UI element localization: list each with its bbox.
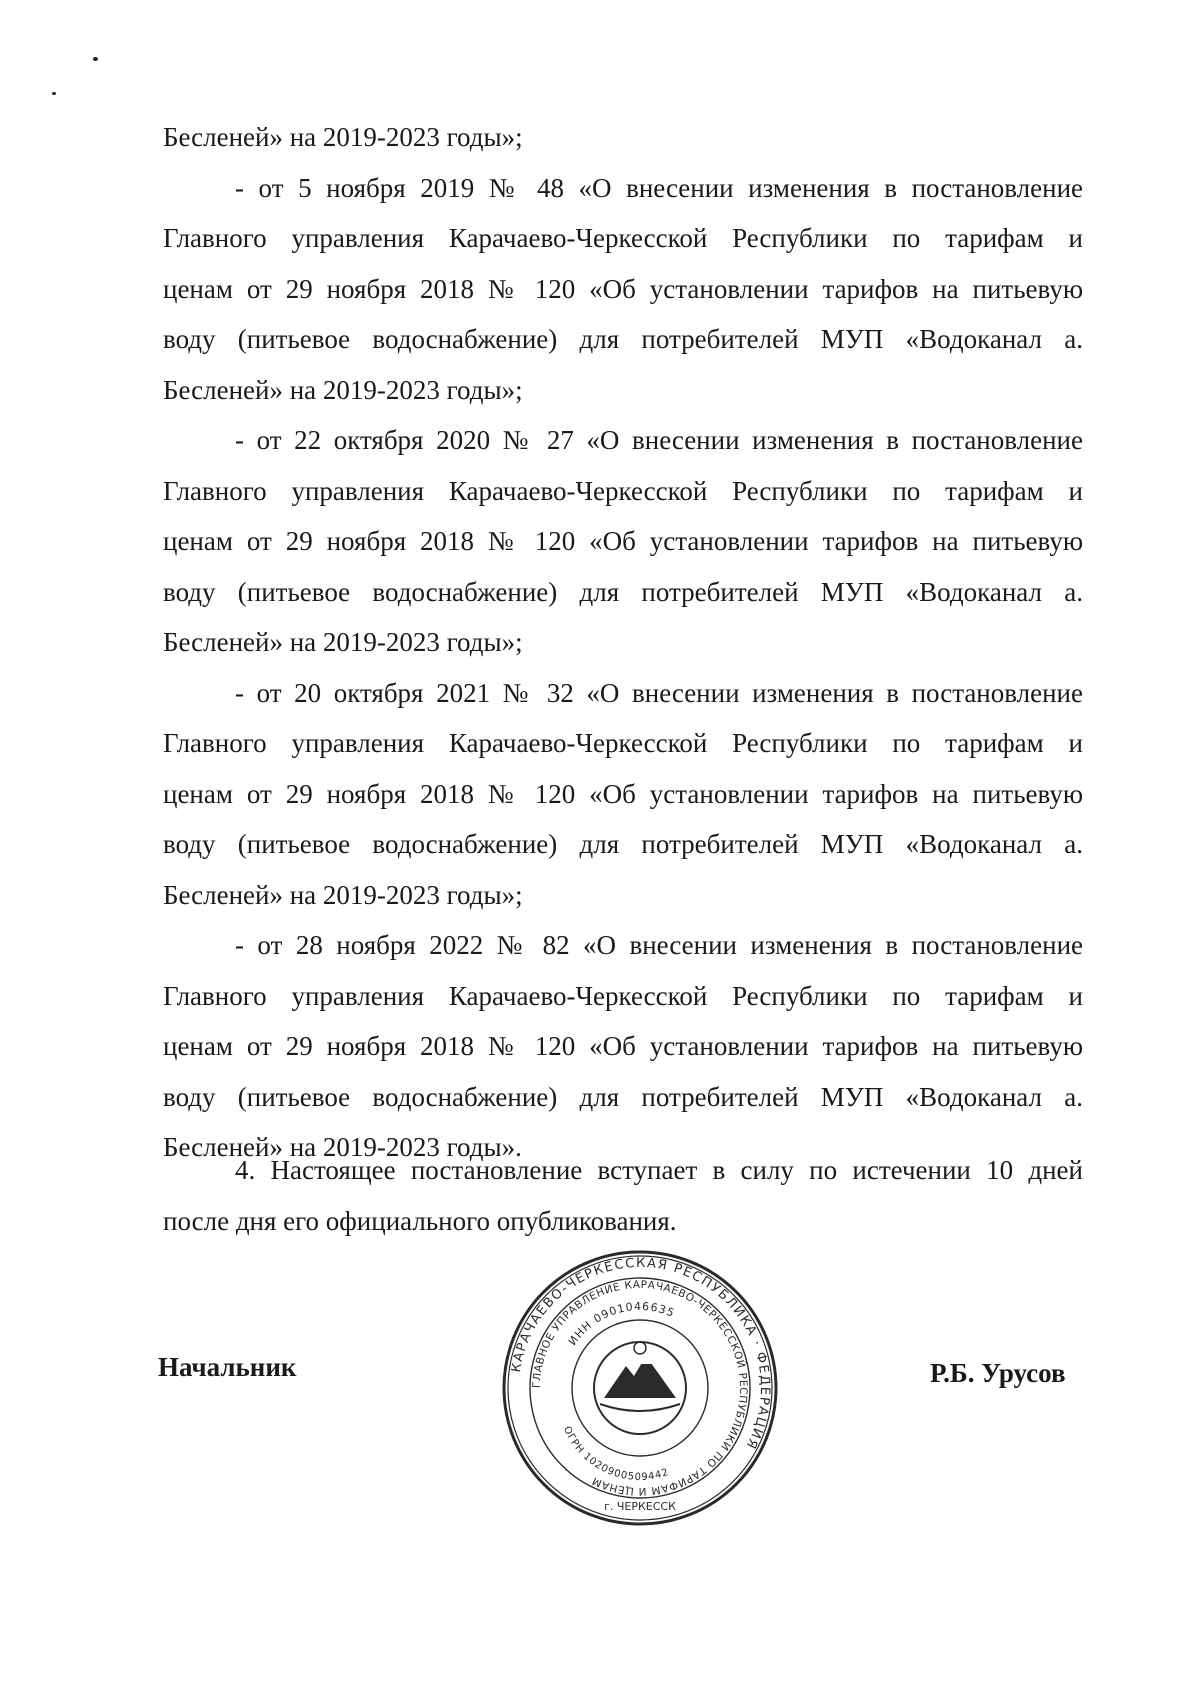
amendment-line: Бесленей» на 2019-2023 годы»; xyxy=(163,374,523,405)
amendment-line: воду (питьевое водоснабжение) для потребителей МУП «Водоканал а. xyxy=(163,576,1083,607)
scan-speck xyxy=(52,92,56,95)
amendment-line: воду (питьевое водоснабжение) для потребителей МУП «Водоканал а. xyxy=(163,324,1083,354)
amendment-line: ценам от 29 ноября 2018 № 120 «Об установлении тарифов на питьевую xyxy=(163,1031,1083,1061)
amendment-list xyxy=(163,163,1083,1173)
seal-city: г. ЧЕРКЕССК xyxy=(604,1500,676,1513)
amendment-item xyxy=(163,163,1083,416)
amendment-item xyxy=(163,920,1083,1173)
amendment-heading-line: - от 20 октября 2021 № 32 «О внесении изменения в постановление xyxy=(235,677,1083,708)
seal-middle-text: ГЛАВНОЕ УПРАВЛЕНИЕ КАРАЧАЕВО-ЧЕРКЕССКОЙ РЕСПУБЛИКИ ПО ТАРИФАМ И ЦЕНАМ xyxy=(530,1278,750,1498)
scan-speck xyxy=(93,57,98,61)
signature-title: Начальник xyxy=(158,1352,297,1382)
amendment-line: ценам от 29 ноября 2018 № 120 «Об установлении тарифов на питьевую xyxy=(163,526,1083,556)
clause-4 xyxy=(163,1145,1083,1246)
seal-graphic xyxy=(500,1248,780,1528)
amendment-line: воду (питьевое водоснабжение) для потребителей МУП «Водоканал а. xyxy=(163,829,1083,859)
amendment-line: Бесленей» на 2019-2023 годы». xyxy=(163,1132,522,1162)
continuation-line: Бесленей» на 2019-2023 годы»; xyxy=(163,122,523,152)
amendment-line: ценам от 29 ноября 2018 № 120 «Об установлении тарифов на питьевую xyxy=(163,778,1083,809)
amendment-line: Бесленей» на 2019-2023 годы»; xyxy=(163,879,523,910)
amendment-line: Главного управления Карачаево-Черкесской Республики по тарифам и xyxy=(163,223,1083,253)
amendment-item xyxy=(163,415,1083,668)
official-seal xyxy=(500,1248,780,1528)
document-body xyxy=(163,112,1083,1173)
amendment-line: ценам от 29 ноября 2018 № 120 «Об установлении тарифов на питьевую xyxy=(163,273,1083,304)
seal-outer-text: КАРАЧАЕВО-ЧЕРКЕССКАЯ РЕСПУБЛИКА · ФЕДЕРАЦИЯ xyxy=(508,1255,773,1452)
clause-4-line-1: 4. Настоящее постановление вступает в силу по истечении 10 дней xyxy=(235,1155,1083,1185)
amendment-heading-line: - от 28 ноября 2022 № 82 «О внесении изменения в постановление xyxy=(235,930,1083,960)
amendment-line: Главного управления Карачаево-Черкесской Республики по тарифам и xyxy=(163,980,1083,1011)
seal-inn: ИНН 0901046635 xyxy=(565,1299,677,1348)
amendment-heading-line: - от 22 октября 2020 № 27 «О внесении изменения в постановление xyxy=(235,425,1083,455)
clause-4-line-2: после дня его официального опубликования. xyxy=(163,1205,677,1236)
amendment-item xyxy=(163,668,1083,921)
amendment-line: Главного управления Карачаево-Черкесской Республики по тарифам и xyxy=(163,728,1083,758)
amendment-line: Бесленей» на 2019-2023 годы»; xyxy=(163,627,523,657)
amendment-line: Главного управления Карачаево-Черкесской Республики по тарифам и xyxy=(163,475,1083,506)
signature-name: Р.Б. Урусов xyxy=(930,1358,1066,1388)
amendment-line: воду (питьевое водоснабжение) для потребителей МУП «Водоканал а. xyxy=(163,1081,1083,1112)
seal-ogrn: ОГРН 1020900509442 xyxy=(560,1424,671,1484)
amendment-heading-line: - от 5 ноября 2019 № 48 «О внесении изменения в постановление xyxy=(235,172,1083,203)
